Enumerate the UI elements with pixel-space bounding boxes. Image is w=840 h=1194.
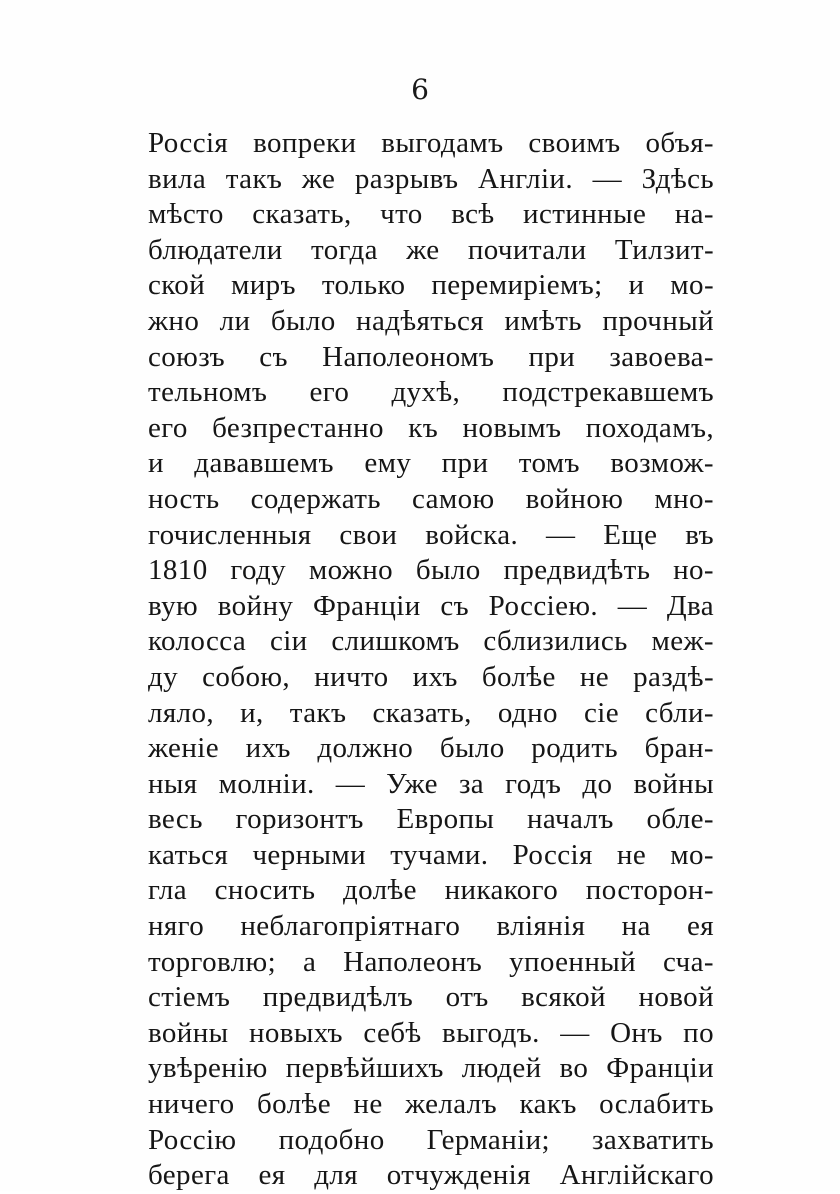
text-line: его безпрестанно къ новымъ походамъ, [148,411,714,444]
text-line: мѣсто сказать, что всѣ истинные на- [148,198,714,231]
text-line: гочисленныя свои войска. — Еще въ [148,518,714,551]
body-text [148,126,714,1194]
text-line: вую войну Франціи съ Россіею. — Два [148,589,714,622]
text-line: стіемъ предвидѣлъ отъ всякой новой [148,981,714,1014]
text-line: Россія вопреки выгодамъ своимъ объя- [148,127,714,159]
page-number: 6 [411,73,429,106]
text-line: ду собою, ничто ихъ болѣе не раздѣ- [148,660,714,693]
text-line: каться черными тучами. Россія не мо- [148,838,714,871]
text-line: союзъ съ Наполеономъ при завоева- [148,340,714,373]
text-line: ничего болѣе не желалъ какъ ослабить [148,1088,714,1121]
text-line: ныя молніи. — Уже за годъ до войны [148,767,714,800]
text-line: блюдатели тогда же почитали Тилзит- [148,233,714,266]
text-line: берега ея для отчужденія Англійскаго [148,1159,714,1192]
text-line: ляло, и, такъ сказать, одно сіе сбли- [148,696,714,729]
text-line: ность содержать самою войною мно- [148,482,714,515]
text-line: тельномъ его духѣ, подстрекавшемъ [148,376,714,409]
text-line: 1810 году можно было предвидѣть но- [148,554,714,587]
text-line: вила такъ же разрывъ Англіи. — Здѣсь [148,162,714,195]
text-line: Россію подобно Германіи; захватить [148,1123,714,1156]
text-line: войны новыхъ себѣ выгодъ. — Онъ по [148,1016,714,1049]
text-line: гла сносить долѣе никакого посторон- [148,874,714,907]
text-line: и дававшемъ ему при томъ возмож- [148,447,714,480]
text-line: ской миръ только перемиріемъ; и мо- [148,269,714,302]
text-line: колосса сіи слишкомъ сблизились меж- [148,625,714,658]
text-line: женіе ихъ должно было родить бран- [148,732,714,765]
text-line: няго неблагопріятнаго вліянія на ея [148,910,714,943]
text-line: увѣренію первѣйшихъ людей во Франціи [148,1052,714,1085]
text-line: жно ли было надѣяться имѣть прочный [148,304,714,337]
text-line: торговлю; а Наполеонъ упоенный сча- [148,945,714,978]
text-line: весь горизонтъ Европы началъ обле- [148,803,714,836]
